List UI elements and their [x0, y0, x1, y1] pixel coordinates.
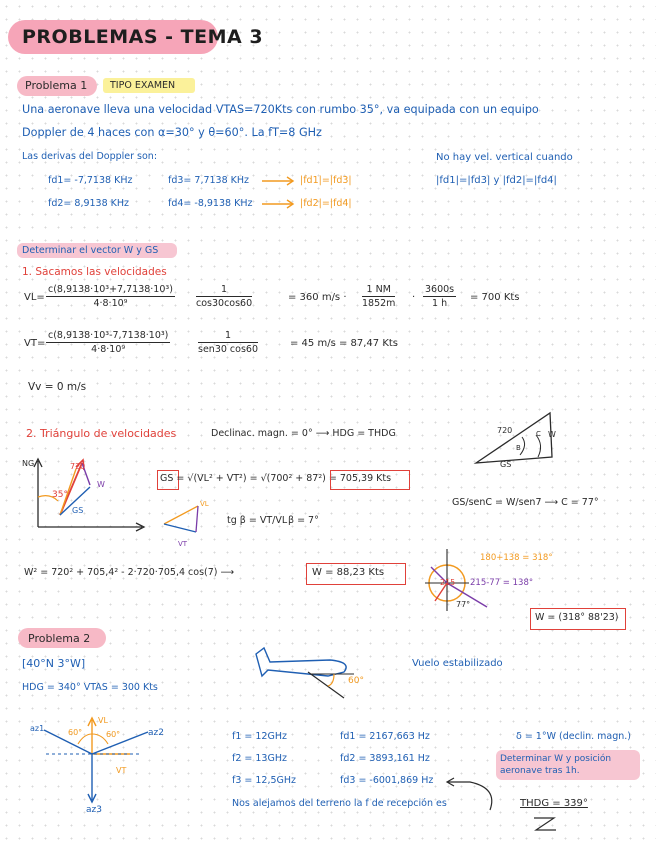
- fd2-value: fd2= 8,9138 KHz: [48, 198, 130, 209]
- p2-coords: [40°N 3°W]: [22, 657, 86, 670]
- p2-note: Nos alejamos del terreno la f de recepción es: [232, 798, 447, 809]
- p2-hdg: HDG = 340° VTAS = 300 Kts: [22, 682, 158, 693]
- derivas-title: Las derivas del Doppler son:: [22, 151, 158, 162]
- vl-num: c(8,9138·10³+7,7138·10³): [48, 284, 173, 295]
- w-equation: W² = 720² + 705,4² - 2·720·705,4 cos(7) ⟶: [24, 567, 235, 578]
- ng-label: NG: [22, 459, 35, 468]
- arrow-icon: [262, 199, 296, 209]
- axis-vt: VT: [116, 766, 127, 775]
- vt-label: VT=: [24, 338, 46, 349]
- p2-fd3: fd3 = -6001,869 Hz: [340, 775, 434, 786]
- step2-title: 2. Triángulo de velocidades: [26, 427, 177, 440]
- beta-value: β = 7°: [288, 515, 319, 526]
- axis-vl: VL: [98, 716, 108, 725]
- relation-2: |fd2|=|fd4|: [300, 198, 352, 209]
- vt-f2-num: 1: [198, 330, 258, 343]
- relation-1: |fd1|=|fd3|: [300, 175, 352, 186]
- task-title: Determinar el vector W y GS: [22, 245, 159, 256]
- label-w: W: [97, 480, 105, 489]
- beam-axes-diagram: [30, 712, 180, 812]
- tg-beta: tg β = VT/VL: [227, 515, 288, 526]
- vl-f4-den: 1 h: [432, 298, 448, 309]
- vt-f2-den: sen30 cos60: [198, 344, 258, 355]
- page-title: PROBLEMAS - TEMA 3: [22, 26, 264, 48]
- vl-dot: ·: [412, 292, 416, 303]
- vt-fraction-2: [198, 330, 258, 355]
- arrow-icon: [262, 176, 296, 186]
- vt-result: = 45 m/s = 87,47 Kts: [290, 338, 399, 349]
- w-final: W = (318° 88'23): [535, 612, 619, 623]
- axis-az1: az1: [30, 724, 45, 733]
- vl-den: 4·8·10⁹: [93, 298, 128, 309]
- fd4-value: fd4= -8,9138 KHz: [168, 198, 253, 209]
- vt-fraction-1: [46, 330, 170, 355]
- squiggle-icon: [530, 814, 560, 834]
- vl-f4-num: 3600s: [425, 284, 455, 295]
- angle-60-aircraft: 60°: [348, 676, 364, 686]
- axis-60-left: 60°: [68, 728, 83, 737]
- p2-f2: f2 = 13GHz: [232, 753, 287, 764]
- w-result: W = 88,23 Kts: [312, 567, 385, 578]
- vl-fraction-4: [423, 284, 456, 309]
- vl-fraction-2: [196, 284, 252, 309]
- p2-fd2: fd2 = 3893,161 Hz: [340, 753, 430, 764]
- axis-az3: az3: [86, 805, 102, 815]
- vt-num: c(8,9138·10³-7,7138·10³): [48, 330, 169, 341]
- angle-35: 35°: [52, 490, 68, 500]
- tri-label-gs: GS: [500, 460, 512, 469]
- vl-f3-num: 1 NM: [362, 284, 395, 297]
- p2-thdg: THDG = 339°: [520, 798, 588, 809]
- problem2-label: Problema 2: [28, 632, 91, 645]
- vt-den: 4·8·10⁹: [91, 344, 126, 355]
- p2-task: Determinar W y posición aeronave tras 1h.: [500, 754, 612, 776]
- velocity-triangle-diagram: [470, 405, 590, 475]
- tri-label-c: C: [536, 430, 541, 438]
- angle-77: 77°: [456, 600, 471, 609]
- declination-note: Declinac. magn. = 0° ⟶ HDG = THDG: [211, 428, 396, 439]
- vl-fraction-3: [362, 284, 395, 309]
- p2-f3: f3 = 12,5GHz: [232, 775, 297, 786]
- p2-f1: f1 = 12GHz: [232, 731, 287, 742]
- step1-title: 1. Sacamos las velocidades: [22, 266, 167, 278]
- vl-mps: = 360 m/s ·: [288, 292, 347, 303]
- fd1-value: fd1= -7,7138 KHz: [48, 175, 133, 186]
- fd3-value: fd3= 7,7138 KHz: [168, 175, 250, 186]
- statement-line-2: Doppler de 4 haces con α=30° y θ=60°. La fT=8 GHz: [22, 126, 322, 139]
- angle-318: 180+138 = 318°: [480, 553, 553, 563]
- vl-result: = 700 Kts: [470, 292, 520, 303]
- label-720: 720: [70, 462, 86, 471]
- sine-rule: GS/senC = W/sen7 ⟶ C = 77°: [452, 497, 599, 508]
- curved-arrow-icon: [440, 776, 500, 816]
- exam-tag: TIPO EXAMEN: [110, 80, 176, 91]
- aircraft-sketch: [250, 640, 360, 700]
- statement-line-1: Una aeronave lleva una velocidad VTAS=720Kts con rumbo 35°, va equipada con un equipo: [22, 103, 539, 116]
- vl-f2-num: 1: [196, 284, 252, 297]
- label-gs: GS: [72, 506, 84, 515]
- vl-label: VL=: [24, 292, 45, 303]
- note-expression: |fd1|=|fd3| y |fd2|=|fd4|: [436, 175, 557, 186]
- angle-215: 215: [440, 578, 456, 587]
- note-title: No hay vel. vertical cuando: [436, 152, 573, 163]
- vuelo-estabilizado: Vuelo estabilizado: [412, 658, 503, 669]
- p2-fd1: fd1 = 2167,663 Hz: [340, 731, 430, 742]
- axis-60-right: 60°: [106, 730, 121, 739]
- tri-label-w: W: [548, 430, 556, 439]
- p2-delta: δ = 1°W (declin. magn.): [516, 731, 632, 742]
- axis-az2: az2: [148, 728, 164, 738]
- tri-label-b: B: [516, 444, 521, 452]
- tri-label-720: 720: [497, 426, 513, 435]
- vv-value: Vv = 0 m/s: [28, 381, 87, 393]
- label-vt-small: VT: [178, 540, 188, 548]
- gs-equation: GS = √(VL² + VT²) = √(700² + 87²) = 705,39 Kts: [160, 473, 392, 484]
- problem1-label: Problema 1: [25, 79, 88, 92]
- vl-fraction-1: [46, 284, 175, 309]
- angle-138: 215-77 = 138°: [470, 578, 534, 588]
- vl-f2-den: cos30cos60: [196, 298, 253, 309]
- gs-result-box: [330, 470, 410, 490]
- label-vl-small: VL: [200, 500, 209, 508]
- vl-f3-den: 1852m: [362, 298, 396, 309]
